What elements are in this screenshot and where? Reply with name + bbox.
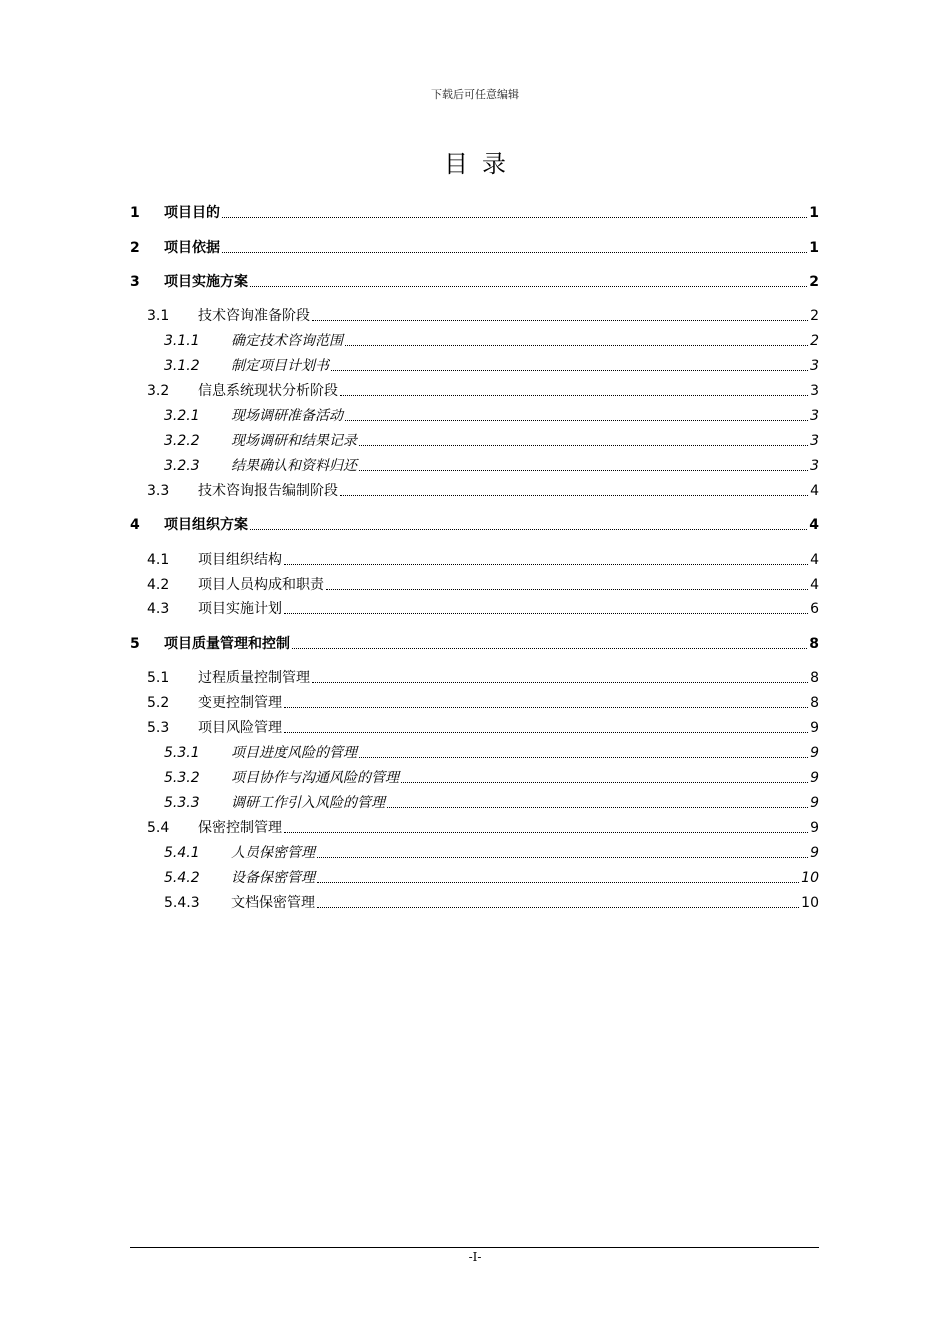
dot-leader <box>345 420 808 421</box>
toc-entry-number: 5.3 <box>147 720 170 736</box>
toc-entry-page: 8 <box>810 695 819 711</box>
toc-entry-number: 3.2.2 <box>164 433 200 449</box>
toc-entry-number: 3.1 <box>147 308 170 324</box>
toc-entry-page: 2 <box>810 333 819 349</box>
toc-entry-page: 9 <box>810 820 819 836</box>
toc-entry[interactable] <box>130 235 819 257</box>
toc-entry-number: 3.2.1 <box>164 408 200 424</box>
dot-leader <box>284 707 808 708</box>
toc-entry-page: 9 <box>810 845 819 861</box>
toc-entry-number: 5.2 <box>147 695 170 711</box>
toc-entry-number: 5.4.1 <box>164 845 200 861</box>
toc-entry-title: 调研工作引入风险的管理 <box>231 795 385 811</box>
toc-entry[interactable] <box>130 631 819 653</box>
toc-entry-page: 3 <box>810 408 819 424</box>
toc-entry[interactable] <box>130 790 819 812</box>
header-note: 下载后可任意编辑 <box>431 88 519 101</box>
dot-leader <box>284 732 808 733</box>
toc-entry[interactable] <box>130 690 819 712</box>
toc-entry-number: 5 <box>130 636 140 652</box>
toc-entry-title: 设备保密管理 <box>231 870 315 886</box>
toc-entry-page: 8 <box>809 636 819 652</box>
toc-entry-number: 4.3 <box>147 601 170 617</box>
toc-entry-title: 变更控制管理 <box>198 695 282 711</box>
toc-entry-title: 确定技术咨询范围 <box>231 333 343 349</box>
toc-entry-page: 9 <box>810 720 819 736</box>
toc-entry-page: 10 <box>801 895 819 911</box>
toc-entry[interactable] <box>130 715 819 737</box>
toc-entry-page: 10 <box>801 870 819 886</box>
dot-leader <box>317 857 808 858</box>
toc-entry-page: 4 <box>809 517 819 533</box>
toc-entry-title: 项目目的 <box>164 205 220 221</box>
toc-entry-title: 项目进度风险的管理 <box>231 745 357 761</box>
toc-entry-title: 项目组织方案 <box>164 517 248 533</box>
toc-entry-page: 6 <box>810 601 819 617</box>
dot-leader <box>222 217 807 218</box>
toc-entry-number: 4 <box>130 517 140 533</box>
toc-entry[interactable] <box>130 428 819 450</box>
dot-leader <box>317 882 799 883</box>
dot-leader <box>359 470 808 471</box>
toc-entry-number: 4.1 <box>147 552 170 568</box>
toc-entry-title: 项目实施方案 <box>164 274 248 290</box>
dot-leader <box>340 495 808 496</box>
toc-entry-title: 项目协作与沟通风险的管理 <box>231 770 399 786</box>
toc-entry-title: 技术咨询准备阶段 <box>198 308 310 324</box>
toc-entry-page: 4 <box>810 552 819 568</box>
toc-entry-number: 3.2 <box>147 383 170 399</box>
toc-entry-page: 4 <box>810 577 819 593</box>
toc-entry[interactable] <box>130 478 819 500</box>
toc-entry[interactable] <box>130 740 819 762</box>
footer-divider <box>130 1247 819 1248</box>
toc-entry-number: 5.1 <box>147 670 170 686</box>
dot-leader <box>345 345 808 346</box>
toc-entry[interactable] <box>130 453 819 475</box>
dot-leader <box>326 589 808 590</box>
toc-entry-title: 制定项目计划书 <box>231 358 329 374</box>
toc-entry-page: 3 <box>810 358 819 374</box>
toc-entry[interactable] <box>130 840 819 862</box>
dot-leader <box>401 782 808 783</box>
toc-entry-number: 4.2 <box>147 577 170 593</box>
toc-entry-page: 9 <box>810 745 819 761</box>
toc-entry-page: 2 <box>809 274 819 290</box>
toc-entry[interactable] <box>130 890 819 912</box>
toc-entry-page: 4 <box>810 483 819 499</box>
dot-leader <box>312 320 808 321</box>
toc-entry[interactable] <box>130 815 819 837</box>
toc-entry-page: 3 <box>810 383 819 399</box>
toc-entry-title: 项目依据 <box>164 240 220 256</box>
toc-entry[interactable] <box>130 353 819 375</box>
dot-leader <box>340 395 808 396</box>
toc-entry[interactable] <box>130 596 819 618</box>
dot-leader <box>387 807 808 808</box>
dot-leader <box>359 757 808 758</box>
toc-entry-page: 3 <box>810 433 819 449</box>
toc-entry-page: 8 <box>810 670 819 686</box>
toc-entry-number: 3.2.3 <box>164 458 200 474</box>
toc-entry[interactable] <box>130 200 819 222</box>
toc-entry[interactable] <box>130 765 819 787</box>
toc-entry-title: 项目质量管理和控制 <box>164 636 290 652</box>
dot-leader <box>250 286 807 287</box>
toc-entry-title: 项目风险管理 <box>198 720 282 736</box>
toc-entry-title: 信息系统现状分析阶段 <box>198 383 338 399</box>
toc-entry-title: 过程质量控制管理 <box>198 670 310 686</box>
toc-entry-title: 文档保密管理 <box>231 895 315 911</box>
toc-entry-page: 2 <box>810 308 819 324</box>
toc-entry-number: 5.3.3 <box>164 795 200 811</box>
toc-entry[interactable] <box>130 303 819 325</box>
toc-entry-number: 2 <box>130 240 140 256</box>
dot-leader <box>331 370 808 371</box>
toc-title: 目录 <box>444 150 520 178</box>
toc-entry-page: 1 <box>809 205 819 221</box>
toc-entry-number: 3.1.1 <box>164 333 200 349</box>
toc-entry-number: 5.3.2 <box>164 770 200 786</box>
toc-entry[interactable] <box>130 378 819 400</box>
toc-entry-page: 1 <box>809 240 819 256</box>
toc-entry[interactable] <box>130 572 819 594</box>
toc-entry-title: 技术咨询报告编制阶段 <box>198 483 338 499</box>
footer-page-number: -I- <box>468 1250 482 1264</box>
toc-entry-title: 现场调研和结果记录 <box>231 433 357 449</box>
toc-entry[interactable] <box>130 328 819 350</box>
toc-entry[interactable] <box>130 403 819 425</box>
toc-entry-number: 3 <box>130 274 140 290</box>
dot-leader <box>222 252 807 253</box>
toc-entry-page: 9 <box>810 795 819 811</box>
toc-entry-title: 人员保密管理 <box>231 845 315 861</box>
dot-leader <box>312 682 808 683</box>
dot-leader <box>292 648 807 649</box>
toc-entry-title: 项目人员构成和职责 <box>198 577 324 593</box>
toc-entry[interactable] <box>130 865 819 887</box>
toc-entry[interactable] <box>130 269 819 291</box>
dot-leader <box>284 832 808 833</box>
toc-entry-title: 项目组织结构 <box>198 552 282 568</box>
toc-entry[interactable] <box>130 512 819 534</box>
toc-entry-title: 项目实施计划 <box>198 601 282 617</box>
dot-leader <box>317 907 799 908</box>
dot-leader <box>284 613 808 614</box>
toc-entry-number: 5.4.3 <box>164 895 200 911</box>
dot-leader <box>284 564 808 565</box>
toc-entry-title: 现场调研准备活动 <box>231 408 343 424</box>
toc-entry-title: 保密控制管理 <box>198 820 282 836</box>
toc-entry-number: 5.4.2 <box>164 870 200 886</box>
dot-leader <box>359 445 808 446</box>
toc-entry[interactable] <box>130 547 819 569</box>
toc-entry-number: 3.1.2 <box>164 358 200 374</box>
dot-leader <box>250 529 807 530</box>
toc-entry-number: 5.3.1 <box>164 745 200 761</box>
toc-entry-title: 结果确认和资料归还 <box>231 458 357 474</box>
toc-entry-number: 1 <box>130 205 140 221</box>
toc-entry-number: 5.4 <box>147 820 170 836</box>
toc-entry-page: 3 <box>810 458 819 474</box>
toc-entry-number: 3.3 <box>147 483 170 499</box>
toc-entry[interactable] <box>130 665 819 687</box>
toc-entry-page: 9 <box>810 770 819 786</box>
